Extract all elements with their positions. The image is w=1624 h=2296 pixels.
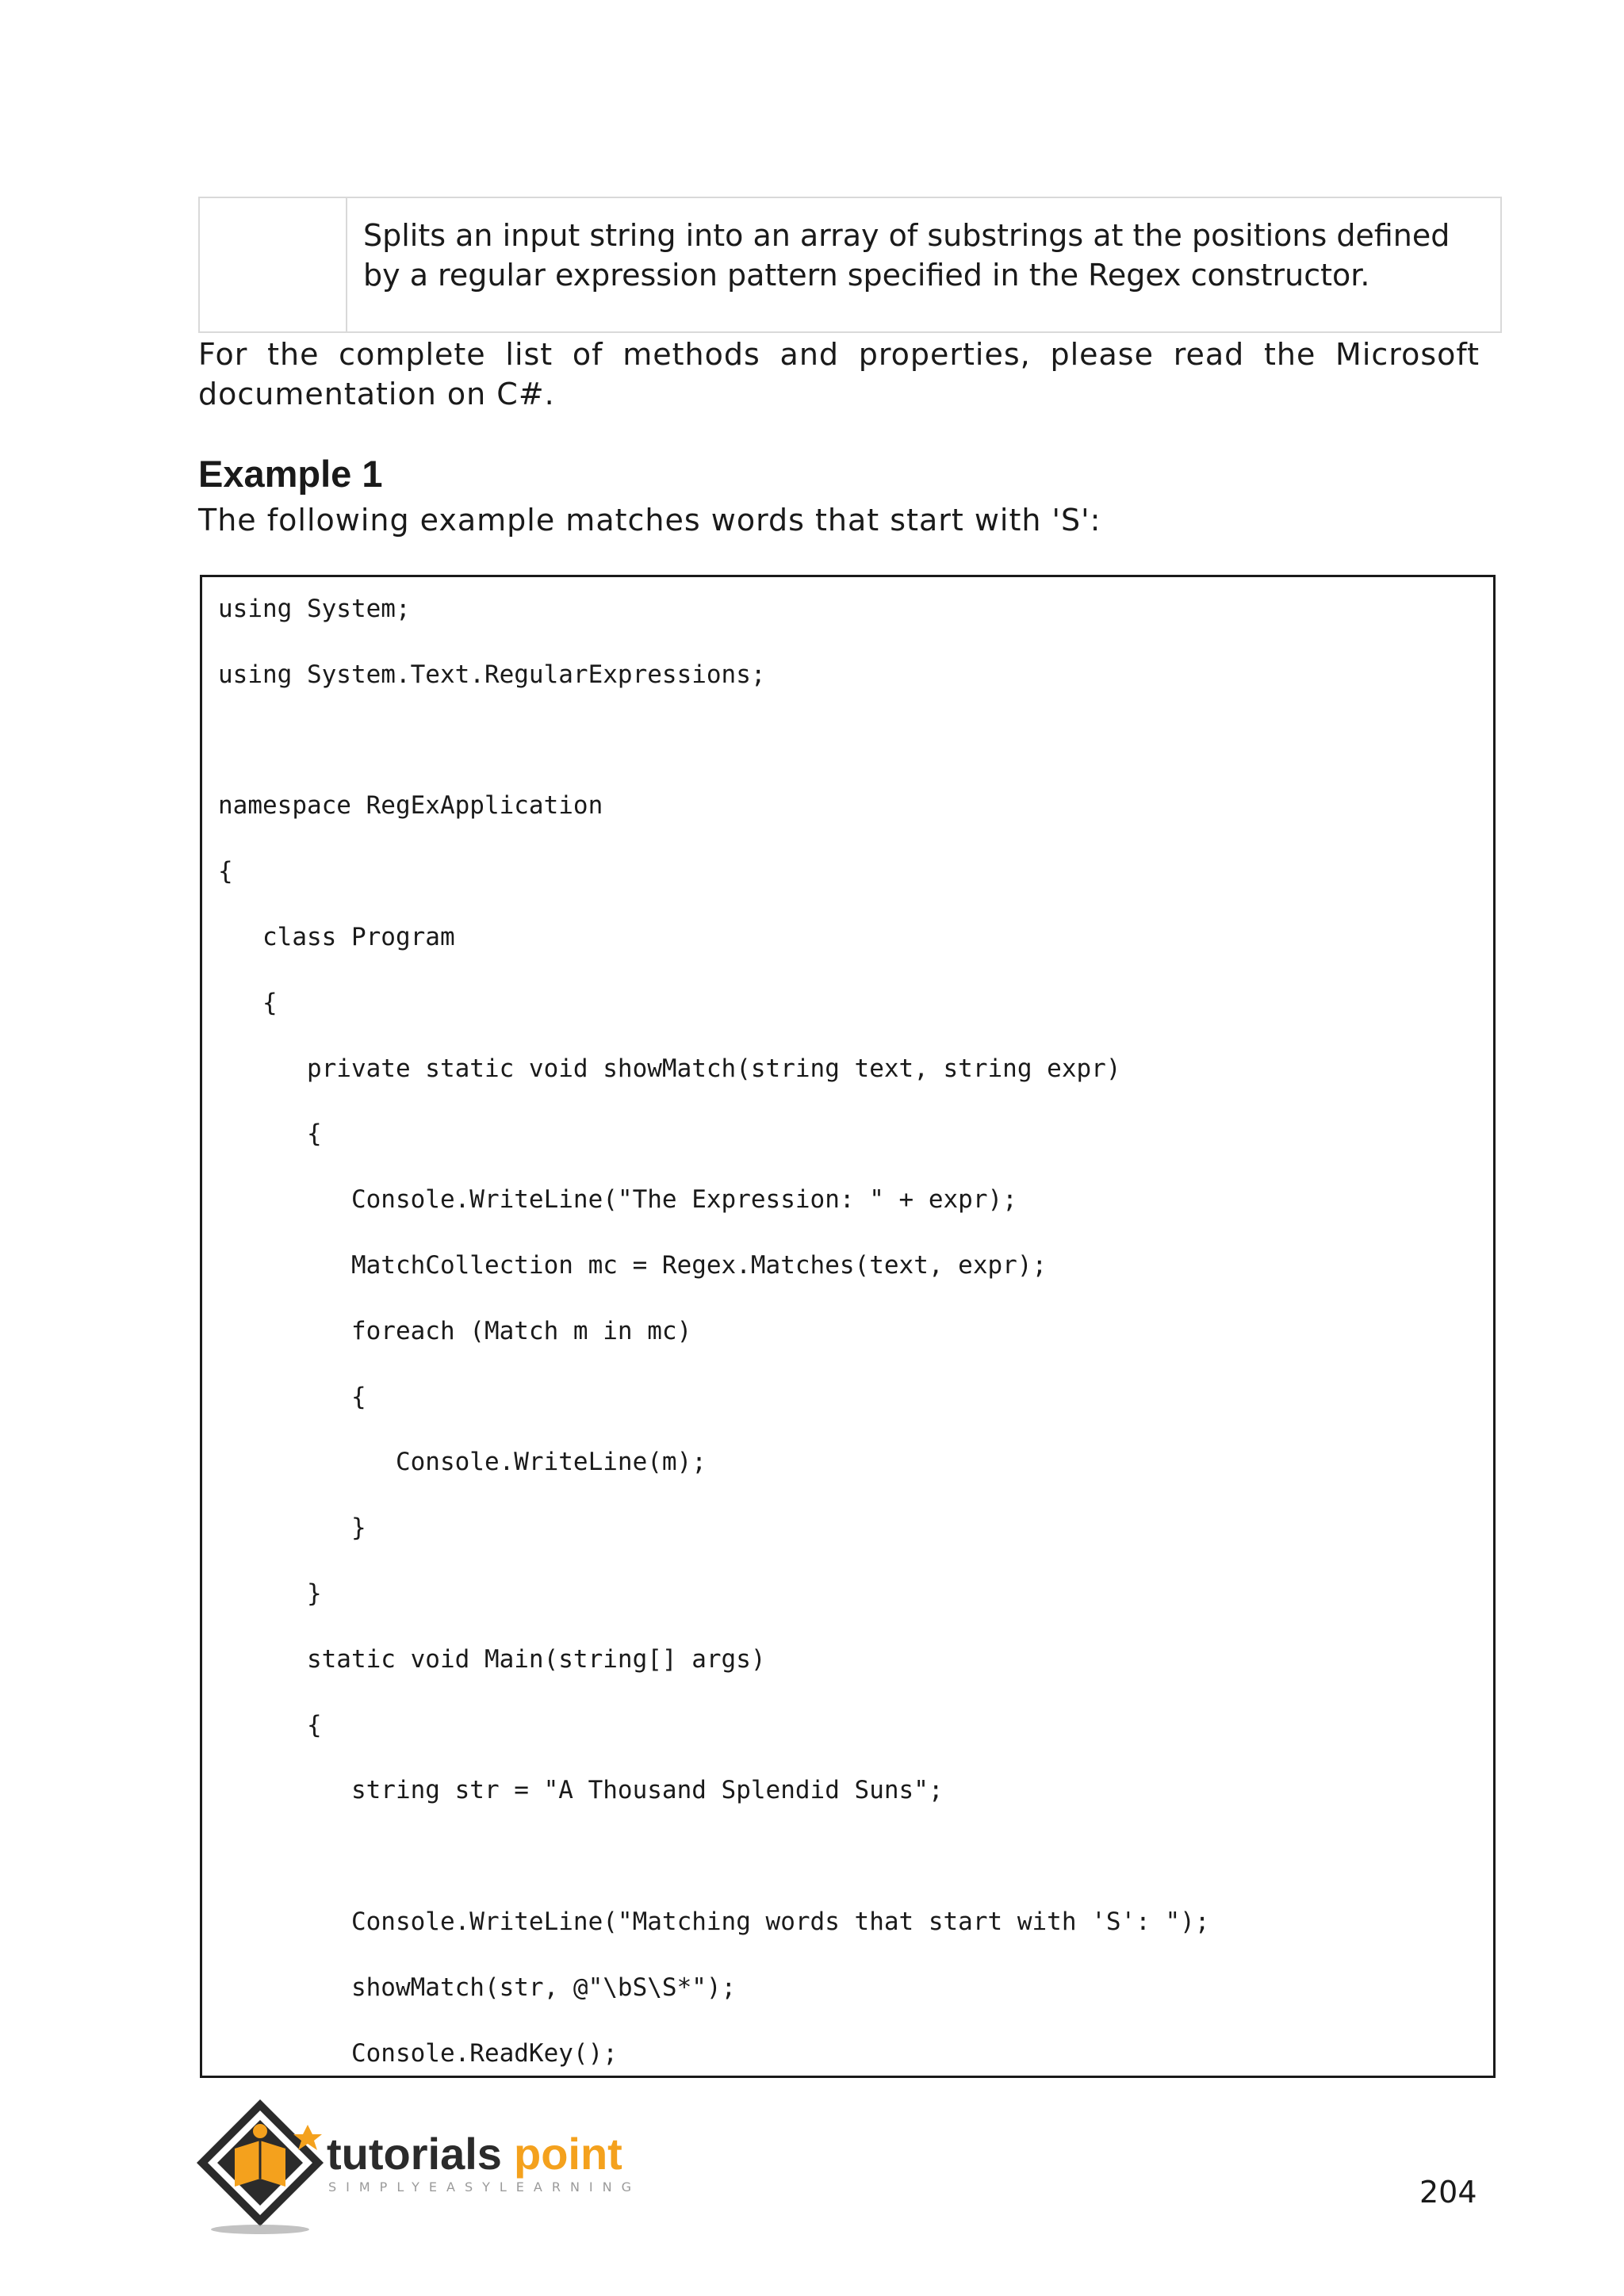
example-heading: Example 1 (198, 453, 383, 495)
method-name-cell (200, 198, 347, 331)
code-line: MatchCollection mc = Regex.Matches(text, expr); (218, 1250, 1048, 1280)
code-line: namespace RegExApplication (218, 791, 603, 821)
code-line: foreach (Match m in mc) (218, 1316, 692, 1345)
code-line: { (218, 1119, 322, 1149)
logo-tagline: SIMPLYEASYLEARNING (328, 2179, 641, 2195)
code-line: Console.ReadKey(); (218, 2038, 618, 2068)
logo-emblem-icon (197, 2099, 324, 2234)
code-line: class Program (218, 922, 455, 951)
documentation-paragraph: For the complete list of methods and properties, please read the Microsoft documentation on C#. (198, 337, 1480, 411)
code-line: static void Main(string[] args) (218, 1644, 766, 1674)
code-line: Console.WriteLine(m); (218, 1448, 707, 1477)
code-line: } (218, 1578, 322, 1608)
code-line: } (218, 1513, 366, 1543)
example-intro: The following example matches words that start with 'S': (198, 503, 1101, 538)
code-line: { (218, 1710, 322, 1739)
code-lines (218, 593, 1209, 2078)
code-line: showMatch(str, @"\bS\S*"); (218, 1973, 737, 2002)
logo-accent-text: point (514, 2129, 622, 2179)
code-block (200, 575, 1496, 2078)
code-line: { (218, 988, 278, 1017)
code-line: Console.WriteLine("The Expression: " + expr); (218, 1185, 1017, 1215)
code-line (218, 725, 1209, 790)
code-line: using System; (218, 595, 411, 623)
page-number: 204 (1419, 2175, 1477, 2210)
code-line: private static void showMatch(string text, string expr) (218, 1054, 1121, 1083)
method-description-cell: Splits an input string into an array of substrings at the positions defined by a regular expression pattern specified in the Regex constructor. (363, 218, 1450, 293)
code-line: { (218, 857, 233, 886)
code-line: using System.Text.RegularExpressions; (218, 660, 766, 689)
method-table (198, 197, 1502, 333)
code-line: string str = "A Thousand Splendid Suns"; (218, 1776, 944, 1805)
code-line: { (218, 1382, 366, 1411)
tutorialspoint-logo (197, 2093, 641, 2236)
code-line: Console.WriteLine("Matching words that start with 'S': "); (218, 1907, 1210, 1936)
code-line (218, 1840, 1209, 1906)
logo-main-text: tutorials (327, 2129, 502, 2179)
